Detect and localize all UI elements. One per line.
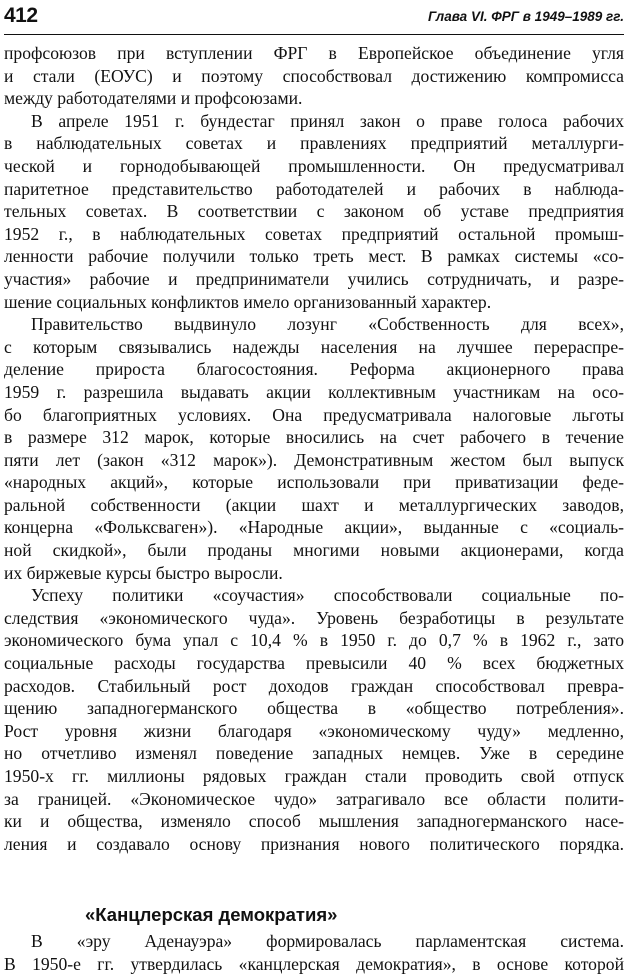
page-number: 412 xyxy=(4,4,38,27)
text-line: «народных акций», которые использовали при приватизации феде- xyxy=(4,472,624,493)
text-line: в наблюдательных советах и правлениях предприятий металлурги- xyxy=(4,133,624,154)
text-line: бо благоприятных условиях. Она предусматривала налоговые льготы xyxy=(4,404,624,425)
section-heading: «Канцлерская демократия» xyxy=(85,904,338,925)
text-line: паритетное представительство работодателей и рабочих в наблюда- xyxy=(4,178,624,199)
text-line: деление прироста благосостояния. Реформа акционерного права xyxy=(4,359,624,380)
text-line: с которым связывались надежды населения на лучшее перераспре- xyxy=(4,336,624,357)
text-line: В 1950-е гг. утвердилась «канцлерская демократия», в основе которой xyxy=(4,953,624,974)
text-line: щению западногерманского общества в «общество потребления». xyxy=(4,698,624,719)
text-line: ральной собственности (акции шахт и металлургических заводов, xyxy=(4,494,624,515)
text-line: участия» рабочие и предприниматели учились сотрудничать, и разре- xyxy=(4,268,624,289)
text-line: и стали (ЕОУС) и поэтому способствовал достижению компромисса xyxy=(4,65,624,86)
text-line: ленности рабочие получили только треть мест. В рамках системы «со- xyxy=(4,246,624,267)
text-line: концерна «Фольксваген»). «Народные акции», выданные с «социаль- xyxy=(4,517,624,538)
text-line: ки и общества, изменяло способ мышления западногерманского насе- xyxy=(4,811,624,832)
text-line: за границей. «Экономическое чудо» затрагивало все области полити- xyxy=(4,788,624,809)
text-line: расходов. Стабильный рост доходов граждан способствовал превра- xyxy=(4,675,624,696)
text-line: но отчетливо изменял поведение западных немцев. Уже в середине xyxy=(4,743,624,764)
text-line: их биржевые курсы быстро выросли. xyxy=(4,562,283,583)
text-line: профсоюзов при вступлении ФРГ в Европейское объединение угля xyxy=(4,43,624,63)
text-line: в размере 312 марок, которые вносились на счет рабочего в течение xyxy=(4,427,624,448)
text-line: пяти лет (закон «312 марок»). Демонстративным жестом был выпуск xyxy=(4,449,624,470)
page-header xyxy=(4,2,624,32)
text-line: 1959 г. разрешила выдавать акции коллективным участникам на осо- xyxy=(4,381,624,402)
text-line: следствия «экономического чуда». Уровень безработицы в результате xyxy=(4,607,624,628)
text-line: ческой и горнодобывающей промышленности. Он предусматривал xyxy=(4,155,624,176)
text-line: между работодателями и профсоюзами. xyxy=(4,88,303,109)
text-line: тельных советах. В соответствии с законом об уставе предприятия xyxy=(4,201,624,222)
text-line: 1952 г., в наблюдательных советах предприятий остальной промыш- xyxy=(4,223,624,244)
text-line: В апреле 1951 г. бундестаг принял закон о праве голоса рабочих xyxy=(31,110,624,131)
text-line: Правительство выдвинуло лозунг «Собственность для всех», xyxy=(31,314,624,335)
text-line: шение социальных конфликтов имело организованный характер. xyxy=(4,291,492,312)
text-line: 1950-х гг. миллионы рядовых граждан стали проводить свой отпуск xyxy=(4,766,624,786)
text-line: ной скидкой», были проданы многими новыми акционерами, когда xyxy=(4,540,624,561)
section-body-text xyxy=(4,930,624,975)
body-text xyxy=(4,42,624,855)
header-rule xyxy=(4,34,624,35)
text-line: ления и создавало основу признания нового политического порядка. xyxy=(4,833,624,854)
text-line: Рост уровня жизни благодаря «экономическому чуду» медленно, xyxy=(4,720,624,741)
text-line: Успеху политики «соучастия» способствовали социальные по- xyxy=(31,585,624,606)
text-line: социальные расходы государства превысили 40 % всех бюджетных xyxy=(4,653,624,674)
text-line: экономического бума упал с 10,4 % в 1950 г. до 0,7 % в 1962 г., зато xyxy=(4,630,624,651)
running-head: Глава VI. ФРГ в 1949–1989 гг. xyxy=(428,9,624,24)
text-line: В «эру Аденауэра» формировалась парламентская система. xyxy=(31,931,624,951)
